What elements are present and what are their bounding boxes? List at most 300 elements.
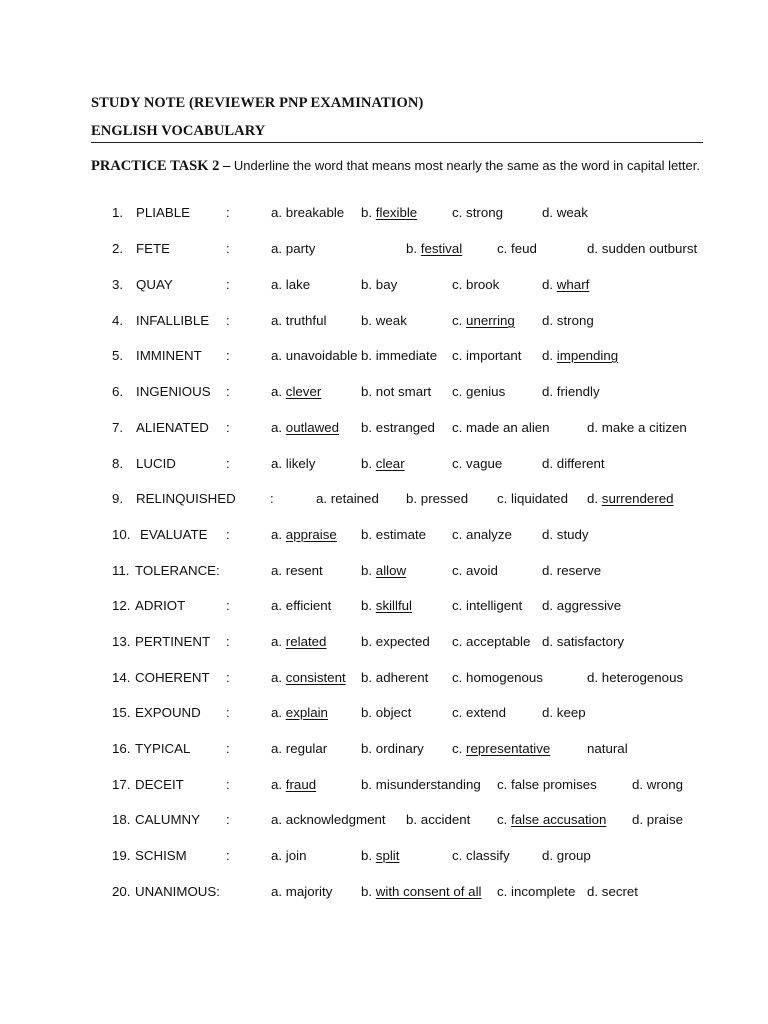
option-letter: a. — [271, 348, 286, 363]
answer-option — [632, 812, 683, 827]
task-label: PRACTICE TASK 2 – — [91, 158, 231, 174]
answer-option — [361, 348, 437, 363]
answer-option — [497, 884, 575, 899]
option-letter: b. — [361, 884, 376, 899]
question-row — [0, 598, 768, 618]
question-number: 16. — [112, 741, 131, 756]
option-text: lake — [285, 277, 311, 292]
option-letter: b. — [406, 812, 421, 827]
option-text: unavoidable — [285, 348, 358, 363]
colon: : — [226, 598, 230, 613]
underlined-answer: clever — [285, 384, 322, 399]
answer-option — [271, 884, 332, 899]
option-text: made an alien — [466, 420, 550, 435]
option-letter: b. — [406, 491, 421, 506]
answer-option — [316, 491, 379, 506]
capital-word: EXPOUND — [135, 705, 201, 720]
option-letter: a. — [271, 456, 286, 471]
answer-option — [587, 741, 628, 756]
option-letter: a. — [271, 777, 286, 792]
question-row — [0, 848, 768, 868]
option-letter: d. — [587, 670, 602, 685]
answer-option — [542, 705, 586, 720]
option-text: majority — [285, 884, 333, 899]
question-number: 12. — [112, 598, 131, 613]
answer-option — [361, 741, 424, 756]
answer-option — [406, 491, 468, 506]
option-letter: c. — [452, 456, 467, 471]
option-letter: b. — [361, 670, 376, 685]
answer-option — [587, 670, 683, 685]
answer-option — [406, 241, 462, 256]
answer-option — [361, 205, 417, 220]
answer-option — [271, 634, 326, 649]
answer-option — [361, 884, 482, 899]
option-letter: c. — [452, 848, 467, 863]
option-text: weak — [556, 205, 588, 220]
capital-word: TYPICAL — [135, 741, 191, 756]
option-text: secret — [601, 884, 639, 899]
answer-option — [361, 277, 397, 292]
answer-option — [361, 563, 406, 578]
option-text: join — [285, 848, 307, 863]
section-heading: ENGLISH VOCABULARY — [91, 123, 266, 139]
option-text: liquidated — [511, 491, 568, 506]
option-text: immediate — [375, 348, 438, 363]
underlined-answer: related — [285, 634, 327, 649]
option-text: bay — [375, 277, 398, 292]
option-letter: a. — [271, 670, 286, 685]
question-row — [0, 348, 768, 368]
answer-option — [542, 598, 621, 613]
colon: : — [226, 777, 230, 792]
answer-option — [271, 777, 316, 792]
answer-option — [452, 634, 530, 649]
answer-option — [361, 384, 431, 399]
option-text: reserve — [556, 563, 602, 578]
underlined-answer: unerring — [466, 313, 515, 328]
colon: : — [226, 634, 230, 649]
option-text: retained — [330, 491, 379, 506]
capital-word: UNANIMOUS: — [135, 884, 220, 899]
option-letter: a. — [271, 527, 286, 542]
option-text: estimate — [375, 527, 427, 542]
question-number: 11. — [112, 563, 130, 578]
capital-word: ALIENATED — [136, 420, 209, 435]
answer-option — [271, 313, 326, 328]
option-text: sudden outburst — [601, 241, 698, 256]
colon: : — [226, 313, 230, 328]
option-text: brook — [466, 277, 500, 292]
option-text: vague — [466, 456, 503, 471]
capital-word: PERTINENT — [135, 634, 211, 649]
answer-option — [587, 884, 638, 899]
option-text: group — [556, 848, 591, 863]
question-row — [0, 241, 768, 261]
question-number: 18. — [112, 812, 131, 827]
question-number: 4. — [112, 313, 124, 328]
option-letter: c. — [452, 277, 467, 292]
option-letter: c. — [497, 777, 512, 792]
answer-option — [271, 205, 344, 220]
option-text: heterogenous — [601, 670, 684, 685]
question-number: 1. — [112, 205, 124, 220]
option-letter: c. — [452, 705, 467, 720]
answer-option — [452, 741, 550, 756]
answer-option — [271, 563, 323, 578]
answer-option — [497, 777, 597, 792]
option-letter: b. — [361, 348, 376, 363]
colon: : — [226, 812, 230, 827]
option-letter: c. — [452, 313, 467, 328]
answer-option — [452, 527, 512, 542]
answer-option — [271, 384, 321, 399]
underlined-answer: flexible — [375, 205, 418, 220]
option-letter: a. — [271, 634, 286, 649]
option-letter: d. — [542, 313, 557, 328]
capital-word: LUCID — [136, 456, 176, 471]
answer-option — [497, 491, 568, 506]
question-number: 6. — [112, 384, 124, 399]
question-row — [0, 777, 768, 797]
question-number: 17. — [112, 777, 131, 792]
answer-option — [271, 277, 310, 292]
answer-option — [361, 420, 435, 435]
underlined-answer: impending — [556, 348, 619, 363]
colon: : — [226, 205, 230, 220]
colon: : — [226, 670, 230, 685]
option-text: pressed — [420, 491, 469, 506]
option-text: aggressive — [556, 598, 622, 613]
option-letter: d. — [542, 348, 557, 363]
underlined-answer: consistent — [285, 670, 346, 685]
capital-word: EVALUATE — [140, 527, 208, 542]
capital-word: SCHISM — [135, 848, 187, 863]
option-letter: b. — [361, 563, 376, 578]
answer-option — [632, 777, 683, 792]
option-text: estranged — [375, 420, 435, 435]
question-row — [0, 491, 768, 511]
underlined-answer: wharf — [556, 277, 590, 292]
option-text: likely — [285, 456, 316, 471]
option-letter: d. — [542, 384, 557, 399]
answer-option — [587, 420, 687, 435]
option-letter: a. — [271, 277, 286, 292]
answer-option — [271, 241, 315, 256]
capital-word: TOLERANCE: — [135, 563, 220, 578]
capital-word: INGENIOUS — [136, 384, 211, 399]
colon: : — [270, 491, 274, 506]
question-number: 9. — [112, 491, 124, 506]
option-letter: b. — [361, 277, 376, 292]
colon: : — [226, 420, 230, 435]
answer-option — [271, 741, 327, 756]
option-text: acceptable — [466, 634, 531, 649]
option-letter: d. — [542, 563, 557, 578]
option-letter: a. — [271, 884, 286, 899]
option-text: study — [556, 527, 589, 542]
answer-option — [271, 456, 315, 471]
option-text: make a citizen — [601, 420, 687, 435]
answer-option — [271, 812, 386, 827]
option-text: important — [466, 348, 522, 363]
capital-word: FETE — [136, 241, 170, 256]
option-text: not smart — [375, 384, 432, 399]
option-letter: b. — [361, 420, 376, 435]
option-text: resent — [285, 563, 323, 578]
option-text: extend — [466, 705, 506, 720]
option-text: ordinary — [375, 741, 424, 756]
capital-word: CALUMNY — [135, 812, 201, 827]
question-row — [0, 634, 768, 654]
capital-word: QUAY — [136, 277, 173, 292]
option-text: acknowledgment — [285, 812, 386, 827]
option-text: incomplete — [511, 884, 576, 899]
option-letter: c. — [452, 598, 467, 613]
option-text: adherent — [375, 670, 429, 685]
colon: : — [226, 348, 230, 363]
option-letter: d. — [542, 456, 557, 471]
option-letter: a. — [271, 705, 286, 720]
option-letter: b. — [361, 741, 376, 756]
question-number: 10. — [112, 527, 131, 542]
heading-rule — [91, 142, 703, 143]
answer-option — [452, 848, 510, 863]
option-letter: b. — [361, 598, 376, 613]
colon: : — [226, 527, 230, 542]
underlined-answer: allow — [375, 563, 407, 578]
colon: : — [226, 741, 230, 756]
answer-option — [452, 563, 498, 578]
answer-option — [587, 491, 674, 506]
answer-option — [361, 598, 412, 613]
question-row — [0, 456, 768, 476]
option-letter: c. — [452, 741, 467, 756]
question-row — [0, 527, 768, 547]
option-text: misunderstanding — [375, 777, 481, 792]
answer-option — [452, 384, 505, 399]
question-row — [0, 313, 768, 333]
answer-option — [542, 848, 591, 863]
question-number: 8. — [112, 456, 124, 471]
answer-option — [271, 598, 331, 613]
option-letter: c. — [452, 205, 467, 220]
option-letter: b. — [361, 777, 376, 792]
option-letter: d. — [632, 777, 647, 792]
option-text: party — [285, 241, 316, 256]
option-letter: d. — [632, 812, 647, 827]
answer-option — [497, 812, 606, 827]
answer-option — [361, 670, 428, 685]
option-letter: a. — [271, 741, 286, 756]
question-row — [0, 205, 768, 225]
option-letter: b. — [406, 241, 421, 256]
underlined-answer: fraud — [285, 777, 317, 792]
answer-option — [497, 241, 537, 256]
option-letter: b. — [361, 634, 376, 649]
answer-option — [452, 205, 503, 220]
answer-option — [361, 848, 399, 863]
option-text: different — [556, 456, 605, 471]
option-letter: d. — [542, 705, 557, 720]
option-letter: a. — [271, 420, 286, 435]
answer-option — [452, 456, 502, 471]
question-row — [0, 741, 768, 761]
option-letter: d. — [542, 277, 557, 292]
answer-option — [452, 420, 550, 435]
capital-word: DECEIT — [135, 777, 184, 792]
option-letter: a. — [271, 384, 286, 399]
option-text: regular — [285, 741, 328, 756]
answer-option — [361, 705, 411, 720]
option-text: strong — [466, 205, 504, 220]
colon: : — [226, 277, 230, 292]
question-number: 19. — [112, 848, 131, 863]
answer-option — [361, 634, 430, 649]
option-letter: a. — [271, 205, 286, 220]
option-text: homogenous — [466, 670, 543, 685]
instructions — [91, 156, 703, 176]
question-row — [0, 277, 768, 297]
option-text: keep — [556, 705, 586, 720]
option-letter: c. — [497, 812, 512, 827]
answer-option — [542, 563, 601, 578]
answer-option — [452, 348, 521, 363]
capital-word: IMMINENT — [136, 348, 202, 363]
option-letter: b. — [361, 313, 376, 328]
colon: : — [226, 456, 230, 471]
option-letter: a. — [271, 848, 286, 863]
option-text: expected — [375, 634, 430, 649]
answer-option — [361, 456, 405, 471]
question-number: 20. — [112, 884, 131, 899]
answer-option — [542, 348, 618, 363]
option-text: praise — [646, 812, 684, 827]
answer-option — [271, 420, 339, 435]
capital-word: COHERENT — [135, 670, 210, 685]
answer-option — [361, 777, 481, 792]
option-letter: c. — [497, 491, 512, 506]
underlined-answer: split — [375, 848, 400, 863]
option-text: weak — [375, 313, 407, 328]
question-row — [0, 884, 768, 904]
question-row — [0, 670, 768, 690]
answer-option — [452, 277, 499, 292]
answer-option — [452, 313, 515, 328]
option-text: satisfactory — [556, 634, 625, 649]
option-text: natural — [587, 741, 628, 756]
answer-option — [271, 527, 337, 542]
option-letter: c. — [452, 634, 467, 649]
colon: : — [226, 241, 230, 256]
option-letter: d. — [587, 420, 602, 435]
underlined-answer: skillful — [375, 598, 412, 613]
instructions-text: Underline the word that means most nearly the same as the word in capital letter. — [230, 158, 700, 173]
option-text: efficient — [285, 598, 332, 613]
option-letter: b. — [361, 527, 376, 542]
option-letter: a. — [271, 812, 286, 827]
page-title: STUDY NOTE (REVIEWER PNP EXAMINATION) — [91, 95, 424, 111]
option-text: object — [375, 705, 412, 720]
underlined-answer: surrendered — [601, 491, 674, 506]
answer-option — [406, 812, 470, 827]
capital-word: PLIABLE — [136, 205, 190, 220]
answer-option — [542, 384, 600, 399]
answer-option — [542, 277, 589, 292]
underlined-answer: explain — [285, 705, 328, 720]
option-text: genius — [466, 384, 506, 399]
question-number: 13. — [112, 634, 131, 649]
underlined-answer: outlawed — [285, 420, 340, 435]
option-text: accident — [420, 812, 471, 827]
answer-option — [271, 670, 346, 685]
option-text: wrong — [646, 777, 684, 792]
option-text: avoid — [466, 563, 498, 578]
option-letter: d. — [587, 241, 602, 256]
option-letter: d. — [542, 634, 557, 649]
option-letter: d. — [587, 491, 602, 506]
answer-option — [587, 241, 697, 256]
option-letter: c. — [452, 527, 467, 542]
option-text: analyze — [466, 527, 512, 542]
question-number: 14. — [112, 670, 131, 685]
colon: : — [226, 705, 230, 720]
answer-option — [452, 705, 506, 720]
option-letter: a. — [316, 491, 331, 506]
option-text: feud — [511, 241, 537, 256]
answer-option — [542, 205, 588, 220]
option-letter: a. — [271, 598, 286, 613]
answer-option — [542, 456, 605, 471]
option-text: breakable — [285, 205, 345, 220]
option-text: intelligent — [466, 598, 523, 613]
answer-option — [271, 848, 307, 863]
option-text: classify — [466, 848, 510, 863]
option-letter: a. — [271, 241, 286, 256]
option-letter: b. — [361, 384, 376, 399]
option-text: friendly — [556, 384, 600, 399]
option-letter: b. — [361, 848, 376, 863]
question-number: 15. — [112, 705, 131, 720]
answer-option — [361, 527, 426, 542]
question-row — [0, 812, 768, 832]
option-letter: d. — [587, 884, 602, 899]
answer-option — [271, 705, 328, 720]
capital-word: RELINQUISHED — [136, 491, 236, 506]
underlined-answer: clear — [375, 456, 405, 471]
answer-option — [271, 348, 358, 363]
underlined-answer: with consent of all — [375, 884, 482, 899]
question-number: 7. — [112, 420, 124, 435]
option-letter: d. — [542, 848, 557, 863]
answer-option — [542, 634, 624, 649]
answer-option — [452, 598, 522, 613]
underlined-answer: appraise — [285, 527, 337, 542]
option-letter: b. — [361, 705, 376, 720]
underlined-answer: false accusation — [511, 812, 607, 827]
option-letter: b. — [361, 456, 376, 471]
question-number: 3. — [112, 277, 124, 292]
option-letter: c. — [497, 241, 512, 256]
option-letter: a. — [271, 563, 286, 578]
option-letter: d. — [542, 205, 557, 220]
option-letter: b. — [361, 205, 376, 220]
question-row — [0, 705, 768, 725]
colon: : — [226, 848, 230, 863]
underlined-answer: festival — [420, 241, 463, 256]
option-letter: c. — [497, 884, 512, 899]
option-letter: c. — [452, 348, 467, 363]
